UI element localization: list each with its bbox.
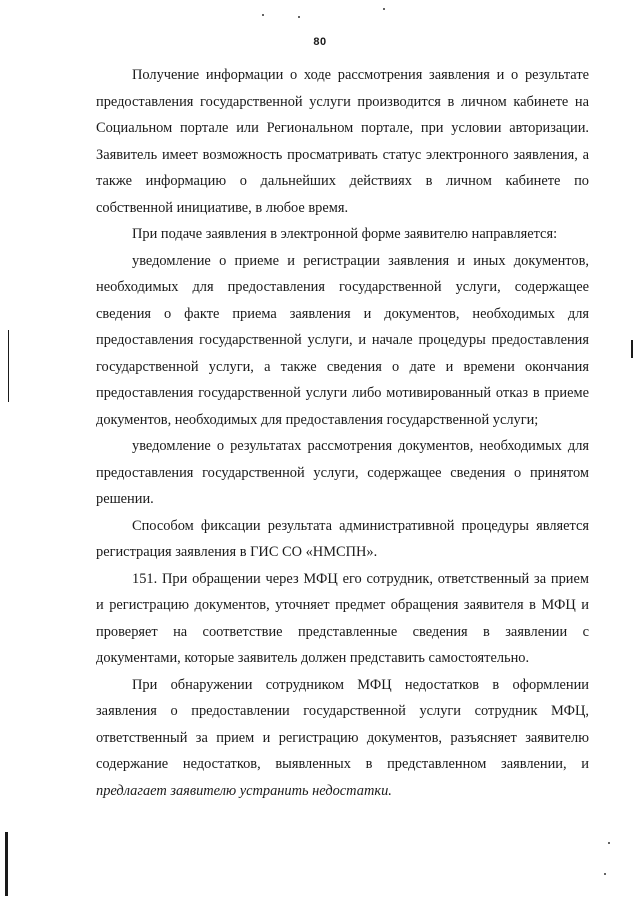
paragraph-1: Получение информации о ходе рассмотрения заявления и о результате предоставления государственной услуги производится в личном кабинете на Социальном портале или Региональном портале, при условии авторизации. Заявитель имеет возможность просматривать статус электронного заявления, а также информацию о дальнейших действиях в личном кабинете по собственной инициативе, в любое время. — [96, 67, 589, 216]
paragraph-6: 151. При обращении через МФЦ его сотрудник, ответственный за прием и регистрацию документов, уточняет предмет обращения заявителя в МФЦ и проверяет на соответствие представленные сведения в заявлении с документами, которые заявитель должен представить самостоятельно. — [96, 570, 589, 666]
paragraph-5: Способом фиксации результата административной процедуры является регистрация заявления в ГИС СО «НМСПН». — [96, 517, 589, 560]
page-number: 80 — [313, 36, 327, 48]
scan-speck — [262, 14, 264, 16]
scan-speck — [298, 16, 300, 18]
scan-speck — [608, 842, 610, 844]
scan-edge-mark — [5, 832, 8, 896]
scan-speck — [383, 8, 385, 10]
paragraph-2: При подаче заявления в электронной форме заявителю направляется: — [132, 226, 558, 242]
scan-edge-mark — [8, 330, 9, 402]
body-text — [96, 62, 589, 804]
paragraph-3: уведомление о приеме и регистрации заявления и иных документов, необходимых для предоставления государственной услуги, содержащее сведения о факте приема заявления и документов, необходимых для предоставления государственной услуги, и начале процедуры предоставления государственной услуги, а также сведения о дате и времени окончания предоставления государственной услуги либо мотивированный отказ в приеме документов, необходимых для предоставления государственной услуги; — [96, 252, 589, 428]
paragraph-7-italic-tail: предлагает заявителю устранить недостатки. — [96, 782, 392, 799]
paragraph-7-text: При обнаружении сотрудником МФЦ недостатков в оформлении заявления о предоставлении государственной услуги сотрудник МФЦ, ответственный за прием и регистрацию документов, разъясняет заявителю содержание недостатков, выявленных в представленном заявлении, и — [96, 676, 589, 772]
scan-speck — [604, 873, 606, 875]
scan-edge-mark — [631, 340, 633, 358]
paragraph-7 — [96, 672, 589, 805]
paragraph-4: уведомление о результатах рассмотрения документов, необходимых для предоставления государственной услуги, содержащее сведения о принятом решении. — [96, 438, 589, 507]
